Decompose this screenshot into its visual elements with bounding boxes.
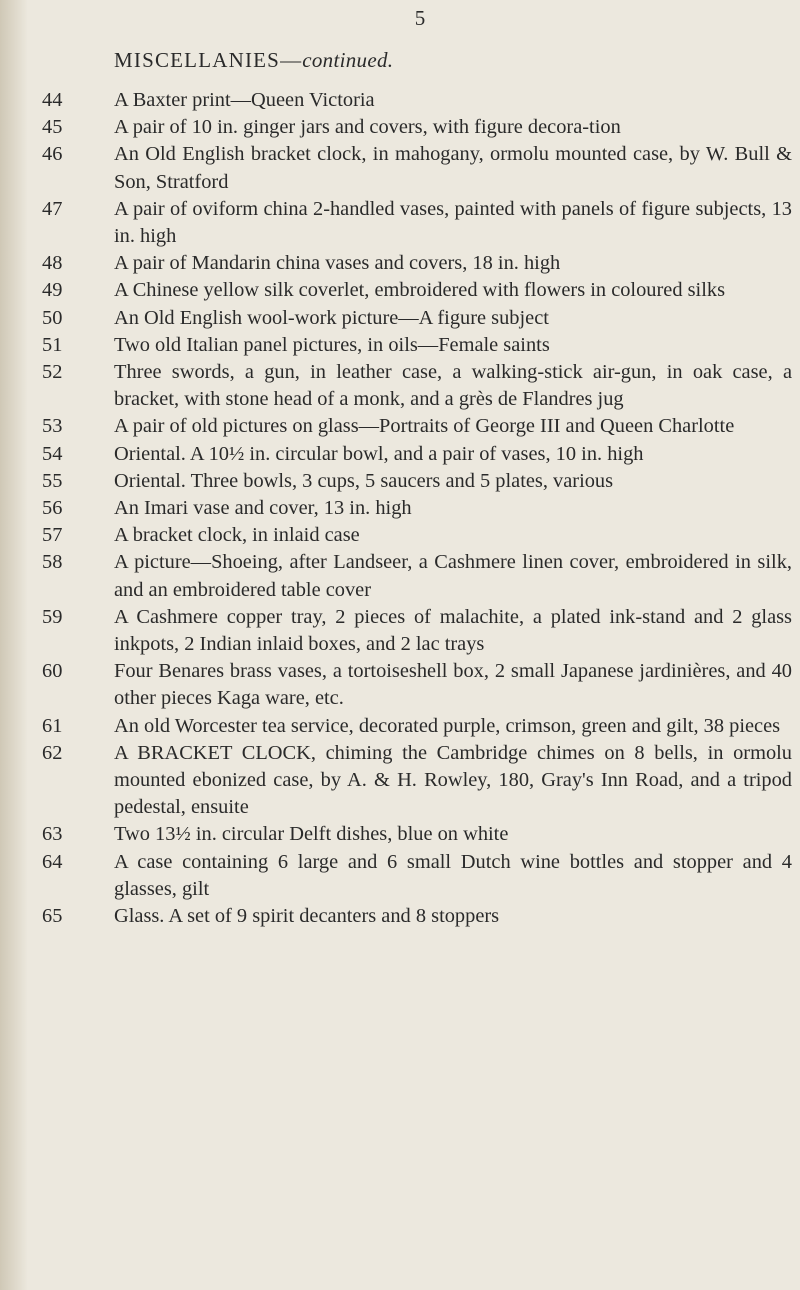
lot-number: 52 (42, 361, 63, 384)
lot-number: 48 (42, 252, 63, 275)
lot-number: 65 (42, 905, 63, 928)
lot-number: 53 (42, 415, 63, 438)
lot-entry (40, 277, 792, 304)
lot-description: A Chinese yellow silk coverlet, embroidered with flowers in coloured silks (114, 279, 726, 302)
lot-number: 46 (42, 143, 63, 166)
lot-entry (40, 441, 792, 468)
lot-number: 63 (42, 823, 63, 846)
lot-entry (40, 495, 792, 522)
lot-entry (40, 114, 792, 141)
lot-number: 57 (42, 524, 63, 547)
lot-number: 51 (42, 333, 63, 356)
lot-entry (40, 740, 792, 822)
lot-description: A pair of 10 in. ginger jars and covers, with figure decora-tion (114, 116, 621, 139)
lot-description: Four Benares brass vases, a tortoiseshell box, 2 small Japanese jardinières, and 40 other pieces Kaga ware, etc. (114, 660, 792, 710)
lot-number: 58 (42, 551, 63, 574)
lot-description: A pair of Mandarin china vases and covers, 18 in. high (114, 252, 561, 275)
lot-entry (40, 549, 792, 603)
lot-description: Glass. A set of 9 spirit decanters and 8 stoppers (114, 905, 500, 928)
lot-number: 44 (42, 89, 63, 111)
lot-description: A case containing 6 large and 6 small Dutch wine bottles and stopper and 4 glasses, gilt (114, 850, 792, 900)
page-edge-shadow (0, 0, 28, 1290)
lot-description: Two 13½ in. circular Delft dishes, blue on white (114, 823, 509, 846)
lot-description: A Cashmere copper tray, 2 pieces of malachite, a plated ink-stand and 2 glass inkpots, 2 Indian inlaid boxes, and 2 lac trays (114, 605, 792, 656)
lot-description: Two old Italian panel pictures, in oils—Female saints (114, 333, 550, 356)
lot-entry (40, 604, 792, 658)
lot-entry (40, 903, 792, 930)
lot-description: An Old English wool-work picture—A figure subject (114, 306, 549, 329)
lot-description: A pair of old pictures on glass—Portraits of George III and Queen Charlotte (114, 415, 735, 438)
lot-entry (40, 332, 792, 359)
lot-entry (40, 658, 792, 712)
lot-entry (40, 522, 792, 549)
lot-description: An old Worcester tea service, decorated purple, crimson, green and gilt, 38 pieces (114, 714, 781, 737)
lot-entry (40, 821, 792, 848)
lot-entry (40, 250, 792, 277)
page-number: 5 (414, 6, 426, 30)
lot-number: 50 (42, 306, 63, 329)
lot-description: A Baxter print—Queen Victoria (114, 89, 375, 111)
lot-list (40, 87, 792, 930)
lot-description: A pair of oviform china 2-handled vases, painted with panels of figure subjects, 13 in. high (114, 197, 792, 248)
lot-entry (40, 196, 792, 250)
lot-number: 61 (42, 714, 63, 737)
lot-number: 64 (42, 850, 63, 873)
lot-number: 47 (42, 197, 63, 220)
lot-number: 49 (42, 279, 63, 302)
lot-number: 45 (42, 116, 63, 139)
lot-description: An Imari vase and cover, 13 in. high (114, 497, 412, 520)
lot-description: A picture—Shoeing, after Landseer, a Cashmere linen cover, embroidered in silk, and an embroidered table cover (114, 551, 792, 601)
lot-description: A BRACKET CLOCK, chiming the Cambridge chimes on 8 bells, in ormolu mounted ebonized case, by A. & H. Rowley, 180, Gray's Inn Road, and a tripod pedestal, ensuite (114, 741, 792, 819)
lot-entry (40, 849, 792, 903)
lot-entry (40, 413, 792, 440)
lot-number: 56 (42, 497, 63, 520)
lot-number: 62 (42, 741, 63, 764)
section-heading (114, 48, 393, 73)
heading-continued: continued. (302, 48, 394, 72)
lot-description: Oriental. Three bowls, 3 cups, 5 saucers and 5 plates, various (114, 469, 614, 492)
lot-entry (40, 713, 792, 740)
lot-entry (40, 87, 792, 114)
lot-description: An Old English bracket clock, in mahogany, ormolu mounted case, by W. Bull & Son, Stratford (114, 143, 792, 193)
lot-number: 54 (42, 442, 63, 465)
lot-entry (40, 468, 792, 495)
heading-main: MISCELLANIES— (114, 48, 303, 72)
lot-number: 55 (42, 469, 63, 492)
lot-description: A bracket clock, in inlaid case (114, 524, 360, 547)
lot-number: 59 (42, 605, 63, 628)
lot-description: Three swords, a gun, in leather case, a walking-stick air-gun, in oak case, a bracket, with stone head of a monk, and a grès de Flandres jug (114, 361, 792, 411)
lot-entry (40, 141, 792, 195)
lot-entry (40, 305, 792, 332)
lot-description: Oriental. A 10½ in. circular bowl, and a pair of vases, 10 in. high (114, 442, 644, 465)
lot-number: 60 (42, 660, 63, 683)
lot-entry (40, 359, 792, 413)
